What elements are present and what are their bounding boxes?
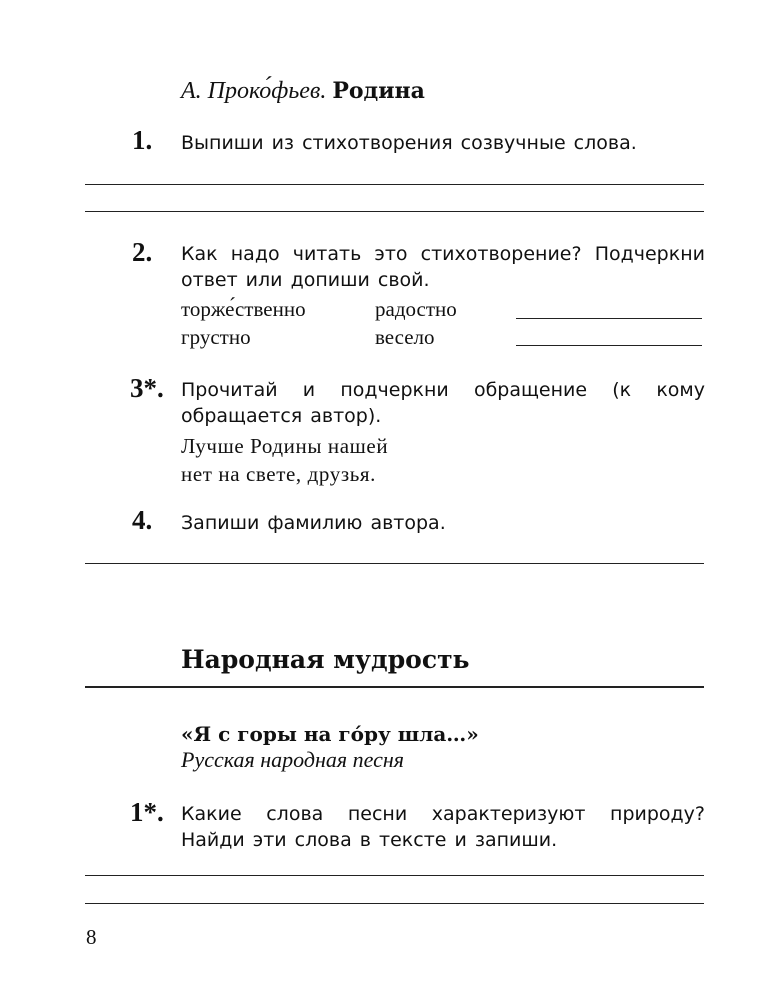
author-name: А. Проко́фьев. — [181, 78, 327, 104]
question-1-number: 1. — [132, 125, 153, 155]
section-heading: Народная мудрость — [181, 645, 470, 674]
answer-line[interactable] — [85, 211, 704, 212]
question-5-number: 1*. — [130, 797, 164, 827]
question-2-number: 2. — [132, 237, 153, 267]
poem-excerpt — [181, 432, 388, 488]
work-title: Родина — [332, 78, 425, 104]
page-number: 8 — [86, 925, 97, 949]
option-sadly[interactable]: грустно — [181, 325, 251, 349]
question-3-text: Прочитай и подчеркни обращение (к кому обращается автор). — [181, 379, 705, 427]
poem-line[interactable]: нет на свете, друзья. — [181, 462, 377, 486]
poem-line[interactable]: Лучше Родины нашей — [181, 434, 389, 458]
answer-line[interactable] — [85, 903, 704, 904]
question-1-text: Выпиши из стихотворения созвучные слова. — [181, 132, 637, 154]
question-4-number: 4. — [132, 505, 153, 535]
question-2-text: Как надо читать это стихотворение? Подчеркни ответ или допиши свой. — [181, 243, 705, 291]
option-joyfully[interactable]: радостно — [375, 297, 457, 321]
question-4-text: Запиши фамилию автора. — [181, 512, 446, 534]
song-title: «Я с горы на го́ру шла…» — [181, 722, 479, 746]
option-cheerfully[interactable]: весело — [375, 325, 435, 349]
song-subtitle: Русская народная песня — [181, 747, 404, 772]
work-heading — [181, 78, 425, 105]
answer-line[interactable] — [85, 184, 704, 185]
custom-answer-line[interactable] — [516, 318, 702, 319]
answer-line[interactable] — [85, 875, 704, 876]
option-solemnly[interactable]: торже́ственно — [181, 297, 306, 321]
custom-answer-line[interactable] — [516, 345, 702, 346]
question-3-number: 3*. — [130, 373, 164, 403]
answer-line[interactable] — [85, 563, 704, 564]
section-divider — [85, 686, 704, 688]
question-5-text: Какие слова песни характеризуют природу? Найди эти слова в тексте и запиши. — [181, 803, 705, 851]
